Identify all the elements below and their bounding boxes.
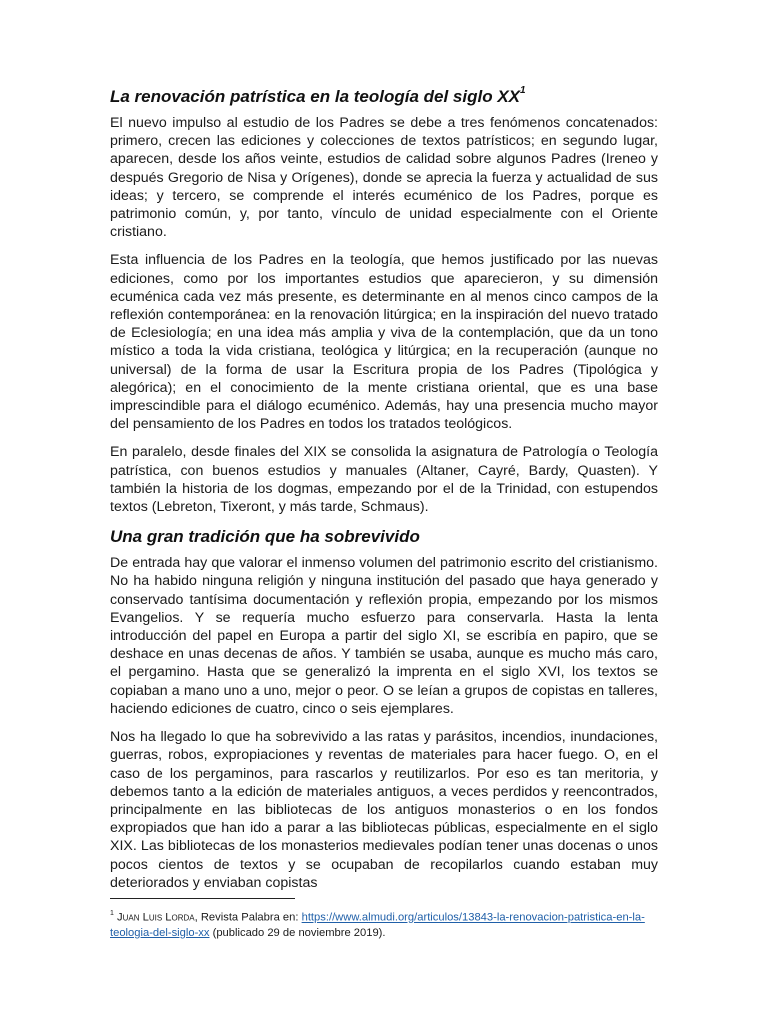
footnote-source: , Revista Palabra en:: [194, 911, 302, 924]
paragraph: Nos ha llegado lo que ha sobrevivido a las ratas y parásitos, incendios, inundaciones, guerras, robos, expropiaciones y reventas de materiales para hacer fuego. O, en el caso de los pergaminos, para rascarlos y reutilizarlos. Por eso es tan meritoria, y debemos tanto a la edición de materiales antiguos, a veces perdidos y reencontrados, principalmente en las bibliotecas de los antiguos monasterios o en los fondos expropiados que han ido a parar a las bibliotecas públicas, especialmente en el siglo XIX. Las bibliotecas de los monasterios medievales podían tener unas docenas o unos pocos cientos de textos y se ocupaban de recopilarlos cuando estaban muy deteriorados y enviaban copistas: [110, 729, 658, 891]
paragraph: El nuevo impulso al estudio de los Padres se debe a tres fenómenos concatenados: primero, crecen las ediciones y colecciones de textos patrísticos; en segundo lugar, aparecen, desde los años veinte, estudios de calidad sobre algunos Padres (Ireneo y después Gregorio de Nisa y Orígenes), donde se aprecia la fuerza y actualidad de sus ideas; y tercero, se comprende el interés ecuménico de los Padres, porque es patrimonio común, y, por tanto, vínculo de unidad especialmente con el Oriente cristiano.: [110, 115, 658, 241]
document-page: [110, 86, 658, 902]
section-title-tradicion: Una gran tradición que ha sobrevivido: [110, 527, 420, 547]
footnote-number: 1: [110, 910, 114, 917]
footnote-divider: [110, 898, 295, 899]
footnote-author: Juan Luis Lorda: [117, 911, 195, 924]
paragraph: En paralelo, desde finales del XIX se consolida la asignatura de Patrología o Teología patrística, con buenos estudios y manuales (Altaner, Cayré, Bardy, Quasten). Y también la historia de los dogmas, empezando por el de la Trinidad, con estupendos textos (Lebreton, Tixeront, y más tarde, Schmaus).: [110, 444, 658, 516]
paragraph: De entrada hay que valorar el inmenso volumen del patrimonio escrito del cristianismo. No ha habido ninguna religión y ninguna institución del pasado que haya generado y conservado tantísima documentación y reflexión propia, empezando por los mismos Evangelios. Y se requería mucho esfuerzo para conservarla. Hasta la lenta introducción del papel en Europa a partir del siglo XI, se escribía en papiro, que se deshace en unas decenas de años. Y también se usaba, aunque es mucho más caro, el pergamino. Hasta que se generalizó la imprenta en el siglo XVI, los textos se copiaban a mano uno a uno, mejor o peor. O se leían a grupos de copistas en talleres, haciendo ediciones de cuatro, cinco o seis ejemplares.: [110, 555, 658, 717]
section-title-renovacion: [110, 86, 658, 108]
footnote-date: (publicado 29 de noviembre 2019).: [209, 926, 386, 939]
footnote: [110, 907, 658, 941]
paragraph: Esta influencia de los Padres en la teología, que hemos justificado por las nuevas ediciones, como por los importantes estudios que aparecieron, y su dimensión ecuménica cada vez más presente, es determinante en al menos cinco campos de la reflexión contemporánea: en la renovación litúrgica; en la inspiración del nuevo tratado de Eclesiología; en una idea más amplia y viva de la contemplación, que da un tono místico a toda la vida cristiana, teológica y litúrgica; en la recuperación (aunque no universal) de la forma de usar la Escritura propia de los Padres (Tipológica y alegórica); en el conocimiento de la mente cristiana oriental, que es una base imprescindible para el diálogo ecuménico. Además, hay una presencia mucho mayor del pensamiento de los Padres en todos los tratados teológicos.: [110, 252, 658, 433]
footnote-url-link[interactable]: https://www.almudi.org/articulos/13843-la-renovacion-patristica-en-la-teologia-del-siglo-xx: [110, 911, 645, 939]
footnote-reference[interactable]: 1: [520, 85, 526, 97]
section-title-text: La renovación patrística en la teología del siglo XX: [110, 87, 521, 106]
